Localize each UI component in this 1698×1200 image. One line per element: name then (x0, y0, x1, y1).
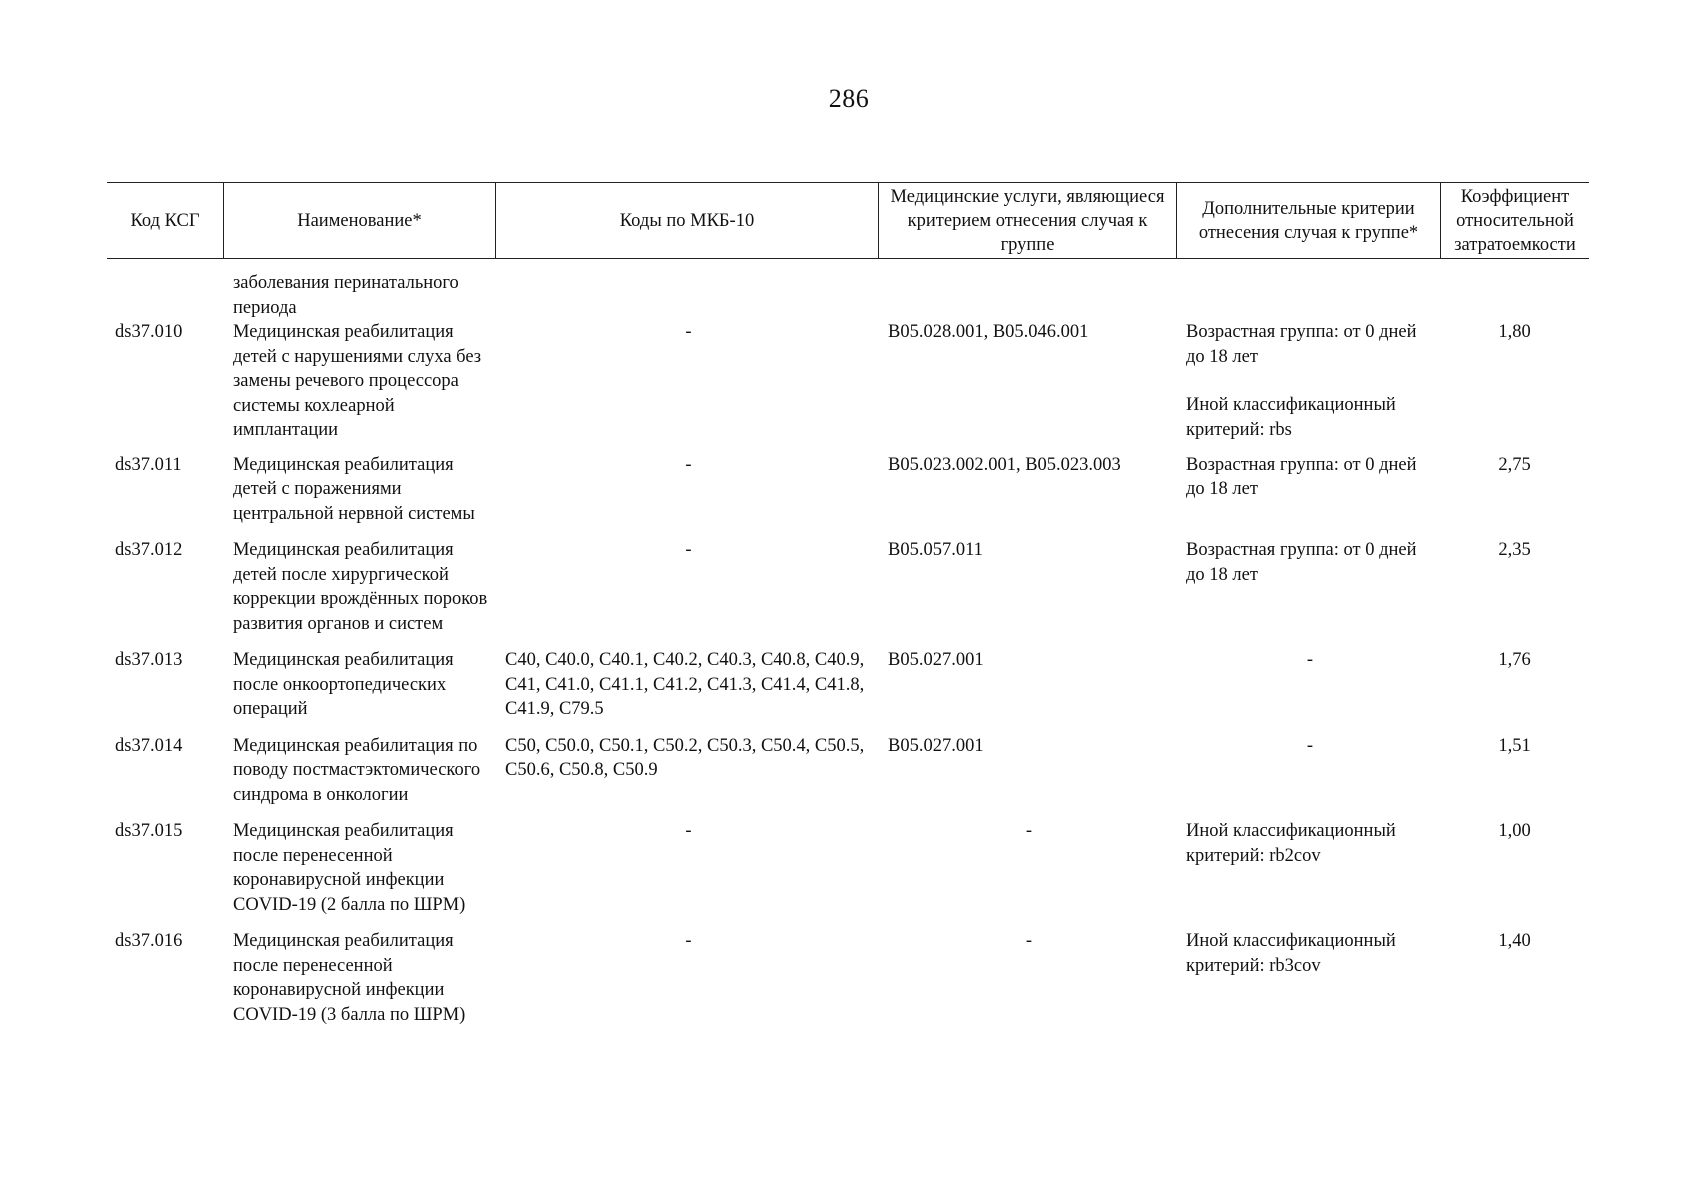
table-row (107, 453, 1589, 527)
icd-codes: - (685, 821, 692, 841)
table-row (107, 320, 1589, 443)
coefficient: 1,80 (1498, 322, 1531, 342)
header-services: Медицинские услуги, являющиеся критерием отнесения случая к группе (878, 183, 1176, 258)
table-row (107, 734, 1589, 808)
coefficient: 2,75 (1498, 454, 1531, 475)
medical-services: B05.027.001 (888, 735, 984, 756)
ksg-code: ds37.011 (115, 454, 182, 475)
medical-services: B05.028.001, B05.046.001 (888, 322, 1089, 342)
table-row (107, 648, 1589, 722)
extra-criteria: Возрастная группа: от 0 дней до 18 лет (1186, 454, 1417, 499)
table-header (107, 182, 1589, 259)
coefficient: 1,40 (1498, 931, 1531, 951)
extra-criteria: Иной классификационный критерий: rb3cov (1186, 931, 1396, 976)
icd-codes: - (685, 322, 692, 342)
coefficient: 1,00 (1498, 821, 1531, 841)
table-row (107, 929, 1589, 1027)
ksg-name: Медицинская реабилитация детей с нарушениями слуха без замены речевого процессора системы кохлеарной имплантации (233, 322, 482, 440)
header-coefficient: Коэффициент относительной затратоемкости (1440, 183, 1589, 258)
ksg-name: Медицинская реабилитация детей после хирургической коррекции врождённых пороков развития органов и систем (233, 540, 488, 634)
extra-criteria: Возрастная группа: от 0 дней до 18 лет (1186, 540, 1417, 585)
ksg-name: Медицинская реабилитация после перенесенной коронавирусной инфекции COVID-19 (3 балла по ШРМ) (233, 931, 466, 1025)
coefficient: 1,51 (1498, 735, 1531, 756)
icd-codes: C50, C50.0, C50.1, C50.2, C50.3, C50.4, C50.5, C50.6, C50.8, C50.9 (505, 735, 865, 780)
medical-services: - (1025, 821, 1033, 841)
extra-criteria: - (1306, 650, 1314, 670)
icd-codes: - (685, 454, 692, 475)
ksg-code: ds37.015 (115, 821, 183, 841)
criteria-line: Возрастная группа: от 0 дней до 18 лет (1186, 322, 1417, 367)
table-row (107, 538, 1589, 636)
ksg-code: ds37.012 (115, 540, 183, 560)
ksg-code: ds37.014 (115, 735, 183, 756)
ksg-name: Медицинская реабилитация после онкоортопедических операций (233, 650, 454, 719)
coefficient: 2,35 (1498, 540, 1531, 560)
icd-codes: - (685, 540, 692, 560)
continuation-text: заболевания перинатального периода (233, 273, 459, 318)
icd-codes: - (685, 931, 692, 951)
header-code: Код КСГ (130, 210, 200, 231)
coefficient: 1,76 (1498, 650, 1531, 670)
ksg-code: ds37.016 (115, 931, 183, 951)
ksg-name: Медицинская реабилитация по поводу постмастэктомического синдрома в онкологии (233, 735, 481, 805)
extra-criteria: Иной классификационный критерий: rb2cov (1186, 821, 1396, 866)
extra-criteria (1176, 320, 1440, 443)
ksg-code: ds37.010 (115, 322, 183, 342)
medical-services: B05.027.001 (888, 650, 984, 670)
medical-services: B05.023.002.001, B05.023.003 (888, 454, 1121, 475)
ksg-code: ds37.013 (115, 650, 183, 670)
icd-codes: C40, C40.0, C40.1, C40.2, C40.3, C40.8, C40.9, C41, C41.0, C41.1, C41.2, C41.3, C41.4, C41.8, C41.9, C79.5 (505, 650, 865, 719)
ksg-table (107, 182, 1589, 1027)
table-body (107, 271, 1589, 1027)
extra-criteria: - (1306, 735, 1314, 756)
page-number: 286 (828, 84, 870, 113)
header-criteria: Дополнительные критерии отнесения случая к группе* (1176, 183, 1440, 258)
header-name: Наименование* (223, 183, 495, 258)
table-row (107, 819, 1589, 917)
ksg-name: Медицинская реабилитация после перенесенной коронавирусной инфекции COVID-19 (2 балла по ШРМ) (233, 821, 466, 915)
table-row-continuation (107, 271, 1589, 320)
medical-services: - (1025, 931, 1033, 951)
medical-services: B05.057.011 (888, 540, 983, 560)
criteria-line: Иной классификационный критерий: rbs (1186, 395, 1396, 440)
header-icd: Коды по МКБ-10 (495, 183, 878, 258)
ksg-name: Медицинская реабилитация детей с поражениями центральной нервной системы (233, 454, 475, 524)
